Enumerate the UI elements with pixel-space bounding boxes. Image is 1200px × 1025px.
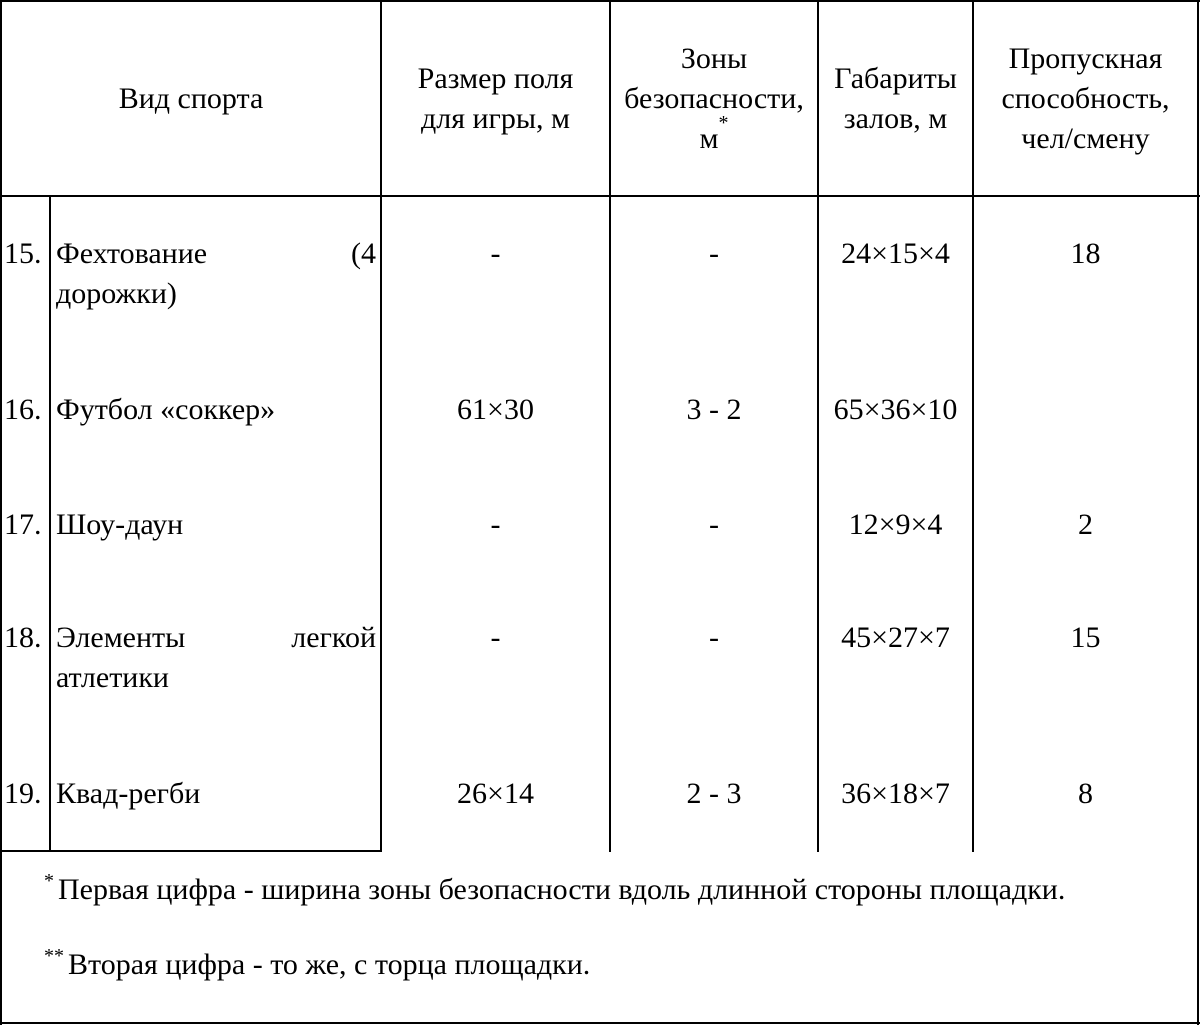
footnote-text: Вторая цифра - то же, с торца площадки.	[68, 948, 591, 981]
capacity: 2	[1078, 508, 1093, 541]
safety-zones: -	[709, 508, 719, 541]
sport-name: Футбол «соккер»	[56, 393, 276, 426]
field-size: -	[490, 621, 501, 654]
table-bottom-border	[0, 850, 382, 852]
sport-name: Квад-регби	[56, 777, 201, 810]
hall-dims: 36×18×7	[841, 777, 950, 810]
header-hall-dims-line1: Габариты	[834, 62, 957, 95]
sport-name-line2: атлетики	[56, 661, 169, 694]
header-safety-zones-line1: Зоны	[680, 42, 748, 75]
capacity: 15	[1070, 621, 1101, 654]
header-safety-zones-line2: безопасности,	[624, 82, 804, 115]
footnote	[44, 945, 590, 985]
row-number: 15.	[4, 237, 42, 270]
sport-name	[56, 618, 376, 698]
sport-name-line1	[56, 234, 376, 274]
footnote-mark: **	[44, 945, 64, 967]
header-hall-dims	[819, 2, 972, 196]
field-size: 26×14	[457, 777, 534, 810]
safety-zones: 3 - 2	[686, 393, 742, 426]
header-field-size-line2: для игры, м	[420, 102, 571, 135]
safety-zones: 2 - 3	[686, 777, 742, 810]
right-border	[1197, 0, 1199, 1025]
row-number: 18.	[4, 621, 42, 654]
header-safety-zones	[611, 2, 817, 196]
header-safety-zones-footnote-mark: *	[718, 112, 729, 134]
sport-name	[56, 234, 376, 314]
sport-name-word: Элементы	[56, 621, 186, 654]
sport-name-line2: дорожки)	[56, 277, 177, 310]
hall-dims: 45×27×7	[841, 621, 950, 654]
sport-name-word: (4	[351, 237, 376, 270]
row-number: 19.	[4, 777, 42, 810]
page-bottom-border	[0, 1022, 1200, 1024]
sport-name: Шоу-даун	[56, 508, 184, 541]
header-safety-zones-line3	[699, 112, 729, 159]
hall-dims: 65×36×10	[833, 393, 958, 426]
safety-zones: -	[709, 621, 719, 654]
hall-dims: 24×15×4	[841, 237, 950, 270]
sport-name-line1	[56, 618, 376, 658]
footnote-mark: *	[44, 870, 54, 892]
sport-name-word: легкой	[291, 621, 376, 654]
header-field-size-line1: Размер поля	[417, 62, 574, 95]
hall-dims: 12×9×4	[848, 508, 943, 541]
capacity: 18	[1070, 237, 1101, 270]
header-sport	[2, 2, 380, 196]
header-sport-label: Вид спорта	[118, 82, 264, 115]
field-size: -	[490, 508, 501, 541]
header-capacity-line3: чел/смену	[1021, 122, 1150, 155]
header-safety-zones-unit: м	[699, 122, 719, 155]
header-capacity-line2: способность,	[1001, 82, 1170, 115]
sport-name-word: Фехтование	[56, 237, 208, 270]
header-hall-dims-line2: залов, м	[843, 102, 948, 135]
capacity: 8	[1078, 777, 1093, 810]
safety-zones: -	[709, 237, 719, 270]
header-field-size	[382, 2, 609, 196]
field-size: -	[490, 237, 501, 270]
footnote	[44, 870, 1065, 910]
field-size: 61×30	[457, 393, 534, 426]
header-capacity	[974, 2, 1197, 196]
num-column-divider	[49, 196, 51, 851]
row-number: 17.	[4, 508, 42, 541]
header-capacity-line1: Пропускная	[1008, 42, 1163, 75]
footnote-text: Первая цифра - ширина зоны безопасности вдоль длинной стороны площадки.	[58, 873, 1066, 906]
row-number: 16.	[4, 393, 42, 426]
